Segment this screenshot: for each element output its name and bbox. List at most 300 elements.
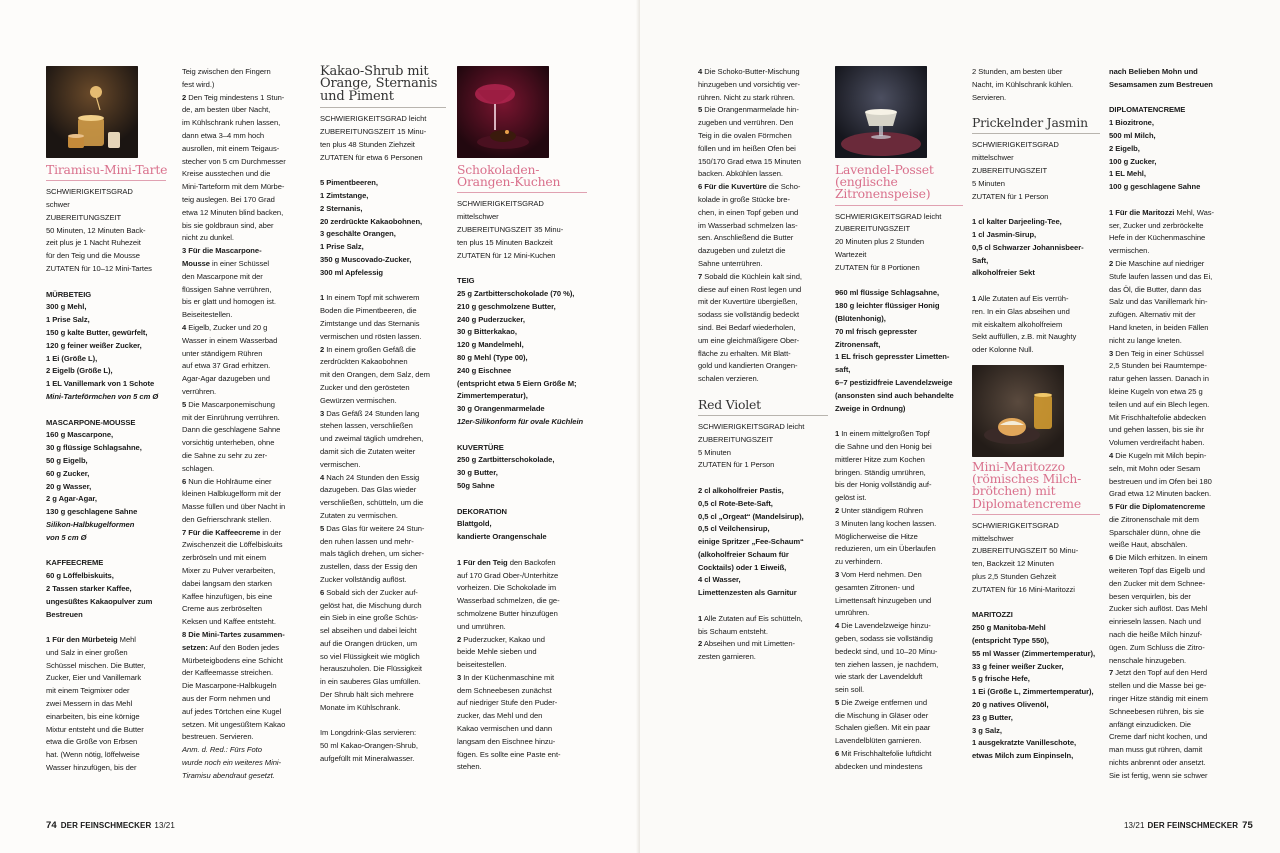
step-number: 2 [320,344,325,354]
step-line: Wasserbad schmelzen, die ge- [457,596,560,606]
ingredient: 1 cl kalter Darjeeling-Tee, [972,217,1062,227]
step-line: nenschale hinzugeben. [1109,655,1187,665]
step-line: Möglicherweise die Hitze [835,531,918,541]
step-line [1109,258,1239,271]
step-text: Unter ständigem Rühren [839,505,923,515]
step-line: Creme aus zerbröselten [182,604,262,614]
step-text-lines [46,647,166,775]
ingredient: (alkoholfreier Schaum für [698,549,789,559]
meta-line: SCHWIERIGKEITSGRAD [972,140,1059,150]
recipe-meta [835,211,963,275]
step-line: mit der Einrührung verrühren. [182,412,280,422]
recipe-title: Red Violet [698,396,761,412]
step-number: 1 [698,613,703,623]
step-5 [698,104,828,181]
ingredient: 5 Pimentbeeren, [320,178,378,188]
step-line: in ein sauberes Glas umfüllen. [320,677,421,687]
section-heading: TEIG [457,276,475,286]
step-line: und Salz in einer großen [46,647,128,657]
note-line: Tiramisu abendraut gesetzt. [182,770,275,780]
step-line [1109,348,1239,361]
step-line [1109,450,1239,463]
step-text: Mit Frischhaltefolie luftdicht [839,749,932,759]
step-lead: 5 Für die Diplomatencreme [1109,502,1206,512]
step-text: In einem Topf mit schwerem [324,293,420,303]
step-line: geben, sodass sie vollständig [835,633,933,643]
step-line: Schalen gießen. Mit ein paar [835,723,931,733]
step-lead: setzen: [182,642,208,652]
step-line: Hand kneten, in beiden Fällen [1109,322,1209,332]
step-line: Creme darf nicht kochen, und [1109,732,1208,742]
meta-line: ZUTATEN für 10–12 Mini-Tartes [46,263,152,273]
step-line [320,344,446,357]
title-line: Kakao-Shrub mit [320,64,429,79]
tiramisu-photo [46,66,138,158]
step-line: bis er glatt und homogen ist. [182,297,276,307]
recipe-title [320,66,446,103]
ingredient: 50g Sahne [457,480,495,490]
ingredient-list [972,216,1100,280]
step-line: ratur gehen lassen. Danach in [1109,374,1209,384]
step-line: dem Schneebesen zunächst [457,685,552,695]
recipe-kuchen-red-violet-column [698,66,828,664]
step-line: zesten garnieren. [698,652,756,662]
step-2 [320,344,446,408]
ingredient-note: 12er-Silikonform für ovale Küchlein [457,416,584,426]
step-line: stehen lassen, verschließen [320,421,413,431]
editor-note [182,744,308,782]
step-5 [182,399,308,476]
step-4 [182,322,308,399]
step-lead: Mousse [182,258,210,268]
step-text: In der Küchenmaschine mit [461,672,555,682]
recipe-tiramisu-column [46,66,166,775]
step-line: nach die heiße Milch hinzuf- [1109,630,1203,640]
step-number: 4 [698,67,703,76]
step-line: aus der Form nehmen und [182,694,271,704]
ingredient: 33 g feiner weißer Zucker, [972,661,1064,671]
step-1 [46,634,166,647]
step-line: chen, in einen Topf geben und [698,207,799,217]
step-line: vorsichtig unterheben, ohne [182,438,275,448]
recipe-meta [46,186,166,276]
step-line: Mini-Tarteform mit dem Mürbe- [182,182,285,192]
ingredient-list [320,177,446,279]
step-line: Zucker und den gerösteten [320,382,410,392]
meta-line: SCHWIERIGKEITSGRAD [972,520,1059,530]
ingredient: (ansonsten sind auch behandelte [835,390,954,400]
step-number: 2 [698,639,703,649]
step-text: In einem großen Gefäß die [324,344,416,354]
step-line: zugeben und verrühren. Den [698,118,794,128]
page-number: 75 [1242,820,1253,831]
step-line [182,476,308,489]
step-line [835,505,963,518]
step-line [320,472,446,485]
magazine-name: DER FEINSCHMECKER [1147,821,1239,830]
step-line: vermischen. [1109,246,1150,256]
step-line: sind. Bei Bedarf wiederholen, [698,322,796,332]
meta-line: SCHWIERIGKEITSGRAD leicht [698,421,805,431]
right-page [640,0,1280,853]
meta-line: plus 2,5 Stunden Gehzeit [972,571,1057,581]
step-number: 6 [835,749,840,759]
step-3-head [182,245,308,258]
step-line: bestreuen und im Ofen bei 180 [1109,476,1212,486]
ingredient: (entspricht etwa 5 Eiern Größe M; [457,378,577,388]
recipe-schoko-kuchen-column [457,66,587,774]
step-line: so viel Flüssigkeit wie möglich [320,651,420,661]
step-lead: 3 Für die Mascarpone- [182,246,262,256]
step-number: 4 [320,472,325,482]
step-line [698,271,828,284]
title-line: Lavendel-Posset [835,162,934,177]
title-rule [46,180,166,181]
step-line: Kreise ausstechen und die [182,169,271,179]
step-line: rühren. Nicht zu stark rühren. [698,92,795,102]
step-4 [698,66,828,104]
step-line: 150/170 Grad etwa 15 Minuten [698,156,801,166]
step-line: bedeckt sind, und 10–20 Minu- [835,646,938,656]
ingredient: 0,5 cl „Orgeat“ (Mandelsirup), [698,511,804,521]
step-line: und gehen lassen, bis sie ihr [1109,425,1204,435]
meta-line: 5 Minuten [972,178,1005,188]
step-line: ausrollen, mit einem Teigaus- [182,143,280,153]
step-line: man muss gut rühren, damit [1109,745,1203,755]
step-line: nicht zu dunkel. [182,233,234,243]
step-number: 3 [457,672,462,682]
ingredient-list [457,518,587,544]
step-5 [1109,514,1239,552]
ingredient: 5 g frische Hefe, [972,674,1030,684]
section-heading: KAFFEECREME [46,558,104,568]
step-1 [457,570,587,634]
step-7 [698,271,828,386]
step-line: auf jedes Törtchen eine Kugel [182,706,282,716]
step-line: Grad etwa 12 Minuten backen. [1109,489,1212,499]
step-line: Mixtur entsteht und die Butter [46,724,144,734]
step-line: auf 170 Grad Ober-/Unterhitze [457,570,559,580]
step-1 [1109,220,1239,258]
step-line: verrühren. [182,386,217,396]
meta-line: SCHWIERIGKEITSGRAD [46,187,133,197]
step-number: 2 [1109,258,1114,268]
meta-line: 5 Minuten [698,447,731,457]
step-text: Jetzt den Topf auf den Herd [1113,668,1208,678]
step-line [320,587,446,600]
step-text: in der [260,527,282,537]
step-line: ein Sieb in eine große Schüs- [320,613,419,623]
step-2 [457,634,587,672]
meta-line: ZUBEREITUNGSZEIT [46,212,122,222]
meta-line: zeit plus je 1 Nacht Ruhezeit [46,238,141,248]
step-text: Mehl [117,635,136,645]
ingredient: 2 Eigelb (Größe L), [46,366,113,376]
ingredient: 70 ml frisch gepresster [835,326,917,336]
step-line: stecher von 5 cm Durchmesser [182,156,286,166]
step-3 [182,271,308,322]
step-line: abdecken und mindestens [835,761,923,771]
step-number: 5 [182,399,187,409]
step-line: vermischen und rösten lassen. [320,331,422,341]
step-line: langsam den Eischnee hinzu- [457,736,556,746]
magazine-name: DER FEINSCHMECKER [60,821,152,830]
step-line: hinzugeben und vorsichtig ver- [698,79,800,89]
meta-line: ZUBEREITUNGSZEIT [972,165,1048,175]
step-line: mals täglich drehen, um sicher- [320,549,424,559]
step-line: de, am besten über Nacht, [182,105,271,115]
meta-line: für den Teig und die Mousse [46,251,140,261]
step-6 [835,748,963,774]
step-line: auf etwa 37 Grad erhitzen. [182,361,271,371]
step-line: sen. Anschließend die Butter [698,233,794,243]
text-line: 50 ml Kakao-Orangen-Shrub, [320,741,418,751]
step-line: Hefe in der Küchenmaschine [1109,233,1206,243]
meta-line: ten plus 15 Minuten Backzeit [457,237,553,247]
issue-number: 13/21 [1124,821,1145,830]
step-number: 6 [182,476,187,486]
step-line: nichts anbrennt oder ansetzt. [1109,758,1206,768]
step-line: gesamten Zitronen- und [835,582,915,592]
title-line: (römisches Milch- [972,471,1082,487]
title-line: Orange, Sternanis [320,76,438,92]
ingredient-list [46,301,166,391]
ingredient: Sesamsamen zum Bestreuen [1109,79,1213,89]
ingredient: 1 Prise Salz, [46,315,90,325]
step-text: Die Maschine auf niedriger [1113,258,1205,268]
step-line: Zucker, Eier und Vanillemark [46,673,142,683]
step-line: Die Mascarpone-Halbkugeln [182,681,277,691]
step-line: Sekt auffüllen, z.B. mit Naughty [972,332,1077,342]
step-text: den Backofen [507,557,556,567]
recipe-title [835,164,963,201]
step-text: Das Glas für weitere 24 Stun- [324,523,425,533]
issue-number: 13/21 [154,821,175,830]
recipe-kakao-shrub-column [320,66,446,766]
step-line: bestreuen. Servieren. [182,732,254,742]
step-line: auf die Orangen drücken, um [320,638,418,648]
ingredient: 30 g Butter, [457,468,498,478]
step-3 [320,408,446,472]
step-line: und zweimal täglich umdrehen, [320,434,424,444]
step-text: Sobald die Küchlein kalt sind, [702,271,802,281]
step-1 [698,613,828,639]
recipe-meta [972,139,1100,203]
meta-line: Wartezeit [835,250,867,259]
step-line: dabei langsam den starken [182,578,272,588]
step-line: die Sahne und den Honig bei [835,441,932,451]
step-6 [182,476,308,527]
step-number: 4 [182,322,187,332]
step-text: Alle Zutaten auf Eis schütteln, [702,613,803,623]
step-number: 4 [835,621,840,631]
step-number: 1 [320,293,325,303]
step-number: 7 [698,271,703,281]
step-line [972,293,1100,306]
step-line: vorheizen. Die Schokolade im [457,583,557,593]
ingredient-list [457,454,587,492]
ingredient: ungesüßtes Kakaopulver zum [46,596,153,606]
ingredient: 20 g natives Olivenöl, [972,699,1049,709]
meta-line: schwer [46,200,70,209]
step-line [835,748,963,761]
ingredient-list [698,485,828,600]
meta-line: mittelschwer [457,212,499,222]
step-line: Beiseitestellen. [182,310,233,320]
step-6 [1109,552,1239,667]
step-line: teig auslegen. Bei 170 Grad [182,194,275,204]
meta-line: SCHWIERIGKEITSGRAD [457,199,544,209]
meta-line: ZUTATEN für 1 Person [972,191,1049,201]
step-text: Puderzucker, Kakao und [461,634,545,644]
text-continuation [182,66,308,92]
ingredient: 3 geschälte Orangen, [320,229,396,239]
step-7-head [182,527,308,540]
step-line: Kakao vermischen und dann [457,724,552,734]
title-rule [457,192,587,193]
step-text: Abseihen und mit Limetten- [702,639,795,649]
step-number: 5 [835,697,840,707]
ingredient: 0,5 cl Rote-Bete-Saft, [698,498,773,508]
recipe-title: Prickelnder Jasmin [972,115,1088,131]
ingredient: 120 g Mandelmehl, [457,340,524,350]
step-text: Eigelb, Zucker und 20 g [186,322,268,332]
step-text: Sobald sich der Zucker auf- [324,587,418,597]
step-text: Das Gefäß 24 Stunden lang [324,408,420,418]
title-rule [835,205,963,206]
ingredient: 300 g Mehl, [46,302,87,312]
ingredient: 250 g Manitoba-Mehl [972,623,1046,633]
step-line: herauszuholen. Die Flüssigkeit [320,664,422,674]
ingredient: Blattgold, [457,519,492,529]
ingredient: Cocktails) oder 1 Eiweiß, [698,562,787,572]
step-number: 2 [182,92,187,102]
step-text: Die Schoko-Butter-Mischung [702,67,800,76]
section-heading: MÜRBETEIG [46,289,92,299]
step-number: 2 [835,505,840,515]
step-line [835,697,963,710]
ingredient: 1 Biozitrone, [1109,118,1154,128]
step-5-head [1109,501,1239,514]
step-line [698,66,828,79]
step-number: 1 [972,293,977,303]
step-1-head [1109,207,1239,220]
step-4 [1109,450,1239,501]
ingredient: 1 EL Vanillemark von 1 Schote [46,379,155,389]
ingredient-list [1109,66,1239,92]
step-1 [835,428,963,505]
step-line: zucker, das Mehl und den [457,711,543,721]
ingredient: 180 g leichter flüssiger Honig [835,301,940,311]
step-text: Die Zweige entfernen und [839,697,928,707]
ingredient: Bestreuen [46,609,83,619]
step-line: mit eiskaltem alkoholfreiem [972,319,1063,329]
step-1 [320,292,446,343]
title-line: und Piment [320,88,394,104]
step-line [182,399,308,412]
step-line [457,672,587,685]
step-line: mit einem Teigmixer oder [46,686,130,696]
section-heading: KUVERTÜRE [457,442,504,452]
step-line: den Zucker mit dem Schnee- [1109,578,1206,588]
ingredient: Limettenzesten als Garnitur [698,588,797,598]
step-line: backen. Abkühlen lassen. [698,169,783,179]
ingredient: 2 Eigelb, [1109,143,1140,153]
step-line: stellen und die Masse bei ge- [1109,681,1207,691]
recipe-title [972,458,1100,511]
step-line: Schüssel mischen. Die Butter, [46,660,146,670]
step-1 [972,293,1100,357]
meta-line: 20 Minuten plus 2 Stunden [835,237,925,247]
meta-line: ZUTATEN für 8 Portionen [835,262,920,272]
step-line: auf niedriger Stufe den Puder- [457,698,558,708]
ingredient: (entspricht Type 550), [972,635,1049,645]
step-line: flüssigen Sahne verrühren, [182,284,272,294]
step-line: Sparschäler dünn, ohne die [1109,527,1201,537]
section-heading: MARITOZZI [972,610,1013,620]
text-line: Teig zwischen den Fingern [182,67,271,76]
ingredient: 1 cl Jasmin-Sirup, [972,229,1037,239]
step-line [320,523,446,536]
step-text: Auf den Boden jedes [207,642,280,652]
ingredient: 1 Ei (Größe L), [46,353,98,363]
text-line: aufgefüllt mit Mineralwasser. [320,754,415,764]
step-line [320,408,446,421]
step-text: Nach 24 Stunden den Essig [324,472,420,482]
ingredient: kandierte Orangenschale [457,532,547,542]
step-line [1109,667,1239,680]
step-number: 5 [320,523,325,533]
meta-line: ZUTATEN für etwa 6 Personen [320,152,423,162]
title-rule [972,133,1100,134]
ingredient: 55 ml Wasser (Zimmertemperatur), [972,648,1096,658]
step-line: Wasser hinzufügen, bis der [46,763,137,773]
recipe-meta [698,421,828,472]
step-line: Kaffee hinzufügen, bis eine [182,591,273,601]
step-line: gold und kandierten Orangen- [698,361,798,371]
step-lead: 1 Für den Teig [457,557,508,567]
text-line: Servieren. [972,92,1007,102]
ingredient: 500 ml Milch, [1109,130,1156,140]
step-text: Die Lavendelzweige hinzu- [839,621,931,631]
step-2 [1109,258,1239,348]
ingredient: 0,5 cl Schwarzer Johannisbeer- [972,242,1084,252]
ingredient: 100 g Zucker, [1109,156,1157,166]
step-line: füllen und im heißen Ofen bei [698,143,796,153]
step-text: Vom Herd nehmen. Den [839,569,922,579]
step-line: nicht zu lange kneten. [1109,335,1182,345]
ingredient: 250 g Zartbitterschokolade, [457,455,555,465]
ingredient: Zimmertemperatur), [457,391,528,401]
recipe-tiramisu-steps-column [182,66,308,783]
text-line: Im Longdrink-Glas servieren: [320,728,417,738]
ingredient: 25 g Zartbitterschokolade (70 %), [457,288,575,298]
step-2 [698,638,828,664]
step-3 [835,569,963,620]
step-line: Dann die geschlagene Sahne [182,425,281,435]
recipe-meta [457,198,587,262]
section-heading: DIPLOMATENCREME [1109,105,1186,115]
ingredient: 240 g Eischnee [457,365,512,375]
step-6 [320,587,446,715]
ingredient: 130 g geschlagene Sahne [46,507,138,517]
step-line [457,634,587,647]
step-text: in einer Schüssel [209,258,270,268]
ingredient: 210 g geschmolzene Butter, [457,301,556,311]
step-line: sodass sie vollständig bedeckt [698,310,800,320]
step-line: Sahne unterrühren. [698,258,763,268]
ingredient-list [46,570,166,621]
